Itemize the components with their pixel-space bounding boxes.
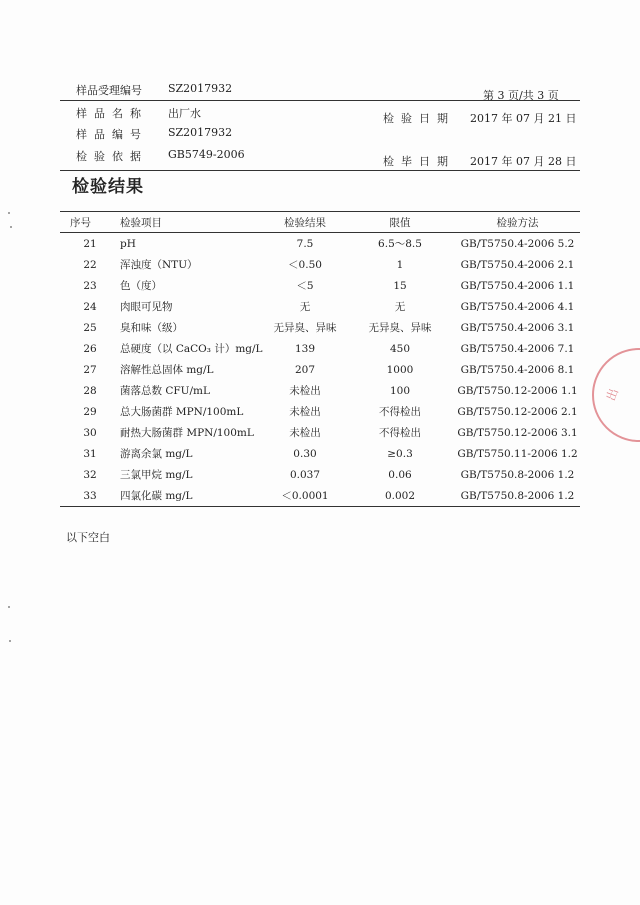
cell-no: 29 <box>83 405 97 418</box>
cell-method: GB/T5750.4-2006 4.1 <box>460 300 575 313</box>
cell-result: 未检出 <box>289 406 321 418</box>
inspection-seal-stamp <box>592 348 640 442</box>
cell-item: 耐热大肠菌群 MPN/100mL <box>120 427 254 439</box>
cell-result: 0.30 <box>293 447 317 460</box>
cell-method: GB/T5750.4-2006 7.1 <box>460 342 575 355</box>
table-row <box>60 464 580 485</box>
cell-method: GB/T5750.4-2006 2.1 <box>460 258 575 271</box>
cell-result: 未检出 <box>289 427 321 439</box>
cell-result: ＜5 <box>296 280 314 292</box>
cell-no: 32 <box>83 468 97 481</box>
cell-no: 28 <box>83 384 97 397</box>
sample-number: SZ2017932 <box>168 126 233 139</box>
cell-no: 30 <box>83 426 97 439</box>
table-row <box>60 401 580 422</box>
cell-result: 207 <box>294 363 316 376</box>
cell-limit: 15 <box>393 279 407 292</box>
table-row <box>60 443 580 464</box>
cell-limit: 6.5～8.5 <box>378 238 422 250</box>
table-row <box>60 254 580 275</box>
cell-no: 25 <box>83 321 97 334</box>
sample-number-label: 样品编号 <box>76 128 148 141</box>
blank-below-note: 以下空白 <box>66 531 110 544</box>
cell-no: 23 <box>83 279 97 292</box>
cell-no: 31 <box>83 447 97 460</box>
cell-no: 26 <box>83 342 97 355</box>
cell-limit: 450 <box>389 342 411 355</box>
cell-item: 三氯甲烷 mg/L <box>120 469 193 481</box>
cell-limit: 无异臭、异味 <box>368 322 432 334</box>
table-row <box>60 296 580 317</box>
table-row <box>60 317 580 338</box>
cell-item: 游离余氯 mg/L <box>120 448 193 460</box>
finish-date: 2017 年 07 月 28 日 <box>470 155 577 168</box>
cell-item: 臭和味（级） <box>120 322 183 334</box>
col-header-method: 检验方法 <box>455 212 580 233</box>
section-title: 检验结果 <box>72 177 144 197</box>
cell-method: GB/T5750.4-2006 8.1 <box>460 363 575 376</box>
scan-speck <box>8 606 10 608</box>
table-row <box>60 338 580 359</box>
cell-item: 总硬度（以 CaCO₃ 计）mg/L <box>120 343 263 355</box>
scan-speck <box>10 226 12 228</box>
seal-text: 出 <box>603 386 622 403</box>
col-header-limit: 限值 <box>345 212 455 233</box>
table-row <box>60 233 580 255</box>
cell-no: 22 <box>83 258 97 271</box>
col-header-result: 检验结果 <box>265 212 345 233</box>
cell-limit: 100 <box>389 384 411 397</box>
cell-method: GB/T5750.12-2006 1.1 <box>457 384 578 397</box>
cell-method: GB/T5750.4-2006 1.1 <box>460 279 575 292</box>
cell-limit: 1000 <box>386 363 414 376</box>
cell-result: 139 <box>294 342 316 355</box>
cell-result: ＜0.50 <box>288 259 322 271</box>
cell-item: 肉眼可见物 <box>120 301 173 313</box>
cell-result: 未检出 <box>289 385 321 397</box>
col-header-item: 检验项目 <box>120 212 265 233</box>
inspect-date: 2017 年 07 月 21 日 <box>470 112 577 125</box>
divider-top <box>60 100 580 101</box>
cell-result: 无异臭、异味 <box>273 322 337 334</box>
cell-item: 菌落总数 CFU/mL <box>120 385 210 397</box>
cell-item: 溶解性总固体 mg/L <box>120 364 214 376</box>
sample-name-label: 样品名称 <box>76 107 148 120</box>
cell-no: 27 <box>83 363 97 376</box>
cell-result: ＜0.0001 <box>265 485 345 507</box>
results-table <box>60 211 580 507</box>
col-header-no: 序号 <box>60 212 120 233</box>
inspect-date-label: 检验日期 <box>383 112 455 125</box>
receipt-number: SZ2017932 <box>168 82 233 95</box>
table-row <box>60 359 580 380</box>
basis-standard: GB5749-2006 <box>168 148 245 161</box>
table-row <box>60 275 580 296</box>
cell-method: GB/T5750.12-2006 2.1 <box>457 405 578 418</box>
cell-limit: 1 <box>396 258 404 271</box>
cell-limit: ≥0.3 <box>387 447 413 460</box>
scan-speck <box>9 640 11 642</box>
cell-limit: 无 <box>394 301 406 313</box>
cell-limit: 0.06 <box>388 468 412 481</box>
cell-result: 无 <box>299 301 311 313</box>
sample-name: 出厂水 <box>168 107 201 120</box>
cell-method: GB/T5750.4-2006 3.1 <box>460 321 575 334</box>
cell-item: 浑浊度（NTU） <box>120 259 198 271</box>
cell-item: 总大肠菌群 MPN/100mL <box>120 406 244 418</box>
cell-method: GB/T5750.11-2006 1.2 <box>457 447 578 460</box>
table-row <box>60 422 580 443</box>
cell-item: 四氯化碳 mg/L <box>120 485 265 507</box>
cell-item: 色（度） <box>120 280 162 292</box>
cell-no: 33 <box>60 485 120 507</box>
cell-item: pH <box>120 237 136 250</box>
cell-method: GB/T5750.12-2006 3.1 <box>457 426 578 439</box>
cell-result: 7.5 <box>296 237 314 250</box>
cell-method: GB/T5750.8-2006 1.2 <box>455 485 580 507</box>
receipt-label: 样品受理编号 <box>76 84 142 97</box>
finish-date-label: 检毕日期 <box>383 155 455 168</box>
cell-result: 0.037 <box>289 468 321 481</box>
scan-speck <box>8 212 10 214</box>
cell-method: GB/T5750.4-2006 5.2 <box>460 237 575 250</box>
basis-label: 检验依据 <box>76 150 148 163</box>
page-info: 第 3 页/共 3 页 <box>483 89 559 102</box>
cell-no: 21 <box>83 237 97 250</box>
cell-limit: 不得检出 <box>379 427 421 439</box>
cell-limit: 不得检出 <box>379 406 421 418</box>
cell-no: 24 <box>83 300 97 313</box>
table-header-row <box>60 212 580 233</box>
table-row <box>60 485 580 507</box>
divider-header-bottom <box>60 170 580 171</box>
cell-limit: 0.002 <box>345 485 455 507</box>
table-row <box>60 380 580 401</box>
cell-method: GB/T5750.8-2006 1.2 <box>460 468 575 481</box>
